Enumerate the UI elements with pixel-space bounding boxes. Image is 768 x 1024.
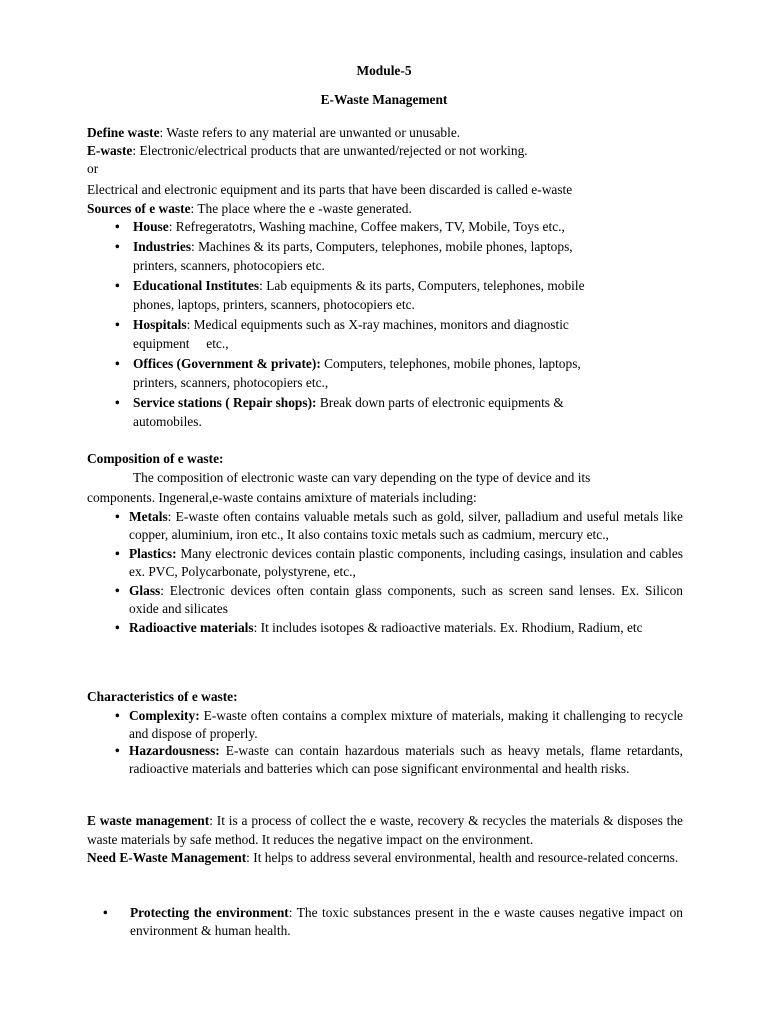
characteristics-heading: Characteristics of e waste:	[87, 689, 238, 704]
characteristic-text: E-waste can contain hazardous materials such as heavy metals, flame retardants, radioactive materials and batteries which can pose significant environmental and health risks.	[129, 743, 683, 776]
bullet-icon: •	[115, 509, 120, 524]
list-item	[87, 582, 683, 618]
characteristic-label: Hazardousness:	[129, 743, 220, 758]
source-continuation: equipment etc.,	[133, 336, 229, 351]
define-waste-line	[87, 124, 683, 141]
composition-intro-line2: components. Ingeneral,e-waste contains amixture of materials including:	[87, 490, 477, 505]
composition-label: Metals	[129, 509, 168, 524]
source-continuation: phones, laptops, printers, scanners, photocopiers etc.	[133, 297, 415, 312]
sources-line	[87, 200, 683, 217]
list-item	[87, 276, 683, 315]
bullet-icon: •	[115, 316, 120, 332]
bullet-icon: •	[115, 277, 120, 293]
need-item-text: : The toxic substances present in the e waste causes negative impact on environment & human health.	[130, 905, 683, 938]
characteristic-label: Complexity:	[129, 708, 200, 723]
source-text: : Refregeratotrs, Washing machine, Coffee makers, TV, Mobile, Toys etc.,	[168, 219, 565, 234]
list-item	[87, 904, 683, 939]
source-text: : Medical equipments such as X-ray machines, monitors and diagnostic	[186, 316, 569, 332]
list-item	[87, 315, 683, 354]
sources-list	[87, 217, 683, 432]
or-text: or	[87, 161, 99, 176]
composition-intro-line1: The composition of electronic waste can vary depending on the type of device and its	[133, 470, 591, 485]
composition-text: : E-waste often contains valuable metals such as gold, silver, palladium and useful metals like copper, aluminium, iron etc., It also contains toxic metals such as cadmium, mercury etc.,	[129, 509, 683, 542]
list-item	[87, 619, 683, 637]
bullet-icon: •	[115, 743, 120, 758]
define-waste-text: : Waste refers to any material are unwanted or unusable.	[159, 125, 461, 140]
composition-label: Glass	[129, 583, 161, 598]
composition-label: Plastics:	[129, 546, 177, 561]
list-item	[87, 354, 683, 393]
bullet-icon: •	[115, 708, 120, 723]
list-item	[87, 393, 683, 432]
bullet-icon: •	[115, 546, 120, 561]
source-text: : Lab equipments & its parts, Computers, telephones, mobile	[259, 277, 585, 293]
list-item	[87, 217, 683, 237]
ewaste-label: E-waste	[87, 143, 133, 158]
source-label: Educational Institutes	[133, 277, 260, 293]
source-label: House	[133, 219, 169, 234]
management-paragraph	[87, 812, 683, 868]
need-management-label: Need E-Waste Management	[87, 850, 247, 865]
alt-definition: Electrical and electronic equipment and its parts that have been discarded is called e-waste	[87, 182, 573, 197]
source-label: Industries	[133, 238, 192, 254]
module-number: Module-5	[356, 63, 412, 78]
composition-label: Radioactive materials	[129, 620, 254, 635]
need-item-label: Protecting the environment	[130, 905, 289, 920]
source-text: Break down parts of electronic equipments &	[316, 394, 564, 410]
sources-text: : The place where the e -waste generated.	[190, 201, 412, 216]
management-label: E waste management	[87, 813, 210, 828]
define-waste-label: Define waste	[87, 125, 160, 140]
source-label: Service stations ( Repair shops):	[133, 394, 317, 410]
list-item	[87, 742, 683, 777]
list-item	[87, 545, 683, 581]
composition-list	[87, 508, 683, 637]
list-item	[87, 237, 683, 276]
bullet-icon: •	[115, 394, 120, 410]
bullet-icon: •	[115, 355, 120, 371]
source-text: : Machines & its parts, Computers, telephones, mobile phones, laptops,	[191, 238, 573, 254]
management-text: : It is a process of collect the e waste, recovery & recycles the materials & disposes the waste materials by safe method. It reduces the negative impact on the environment.	[87, 813, 683, 847]
bullet-icon: •	[115, 620, 120, 635]
composition-text: : It includes isotopes & radioactive materials. Ex. Rhodium, Radium, etc	[253, 620, 643, 635]
need-management-text: : It helps to address several environmental, health and resource-related concerns.	[246, 850, 679, 865]
list-item	[87, 508, 683, 544]
source-continuation: printers, scanners, photocopiers etc.,	[133, 375, 329, 390]
composition-heading: Composition of e waste:	[87, 451, 224, 466]
characteristics-list	[87, 707, 683, 777]
characteristic-text: E-waste often contains a complex mixture of materials, making it challenging to recycle and dispose of properly.	[129, 708, 683, 741]
bullet-icon: •	[115, 583, 120, 598]
page-title: E-Waste Management	[320, 92, 448, 107]
composition-text: Many electronic devices contain plastic components, including casings, insulation and cables ex. PVC, Polycarbonate, polystyrene, etc.,	[129, 546, 683, 579]
ewaste-line	[87, 142, 683, 159]
source-continuation: automobiles.	[133, 414, 202, 429]
ewaste-text: : Electronic/electrical products that are unwanted/rejected or not working.	[132, 143, 528, 158]
source-label: Offices (Government & private):	[133, 355, 321, 371]
source-label: Hospitals	[133, 316, 187, 332]
composition-text: : Electronic devices often contain glass components, such as screen sand lenses. Ex. Silicon oxide and silicates	[129, 583, 683, 616]
source-text: Computers, telephones, mobile phones, laptops,	[320, 355, 581, 371]
bullet-icon: •	[115, 219, 120, 234]
list-item	[87, 707, 683, 742]
sources-label: Sources of e waste	[87, 201, 191, 216]
bullet-icon: •	[115, 238, 120, 254]
bullet-icon: •	[103, 905, 108, 920]
source-continuation: printers, scanners, photocopiers etc.	[133, 258, 325, 273]
need-list	[87, 904, 683, 939]
